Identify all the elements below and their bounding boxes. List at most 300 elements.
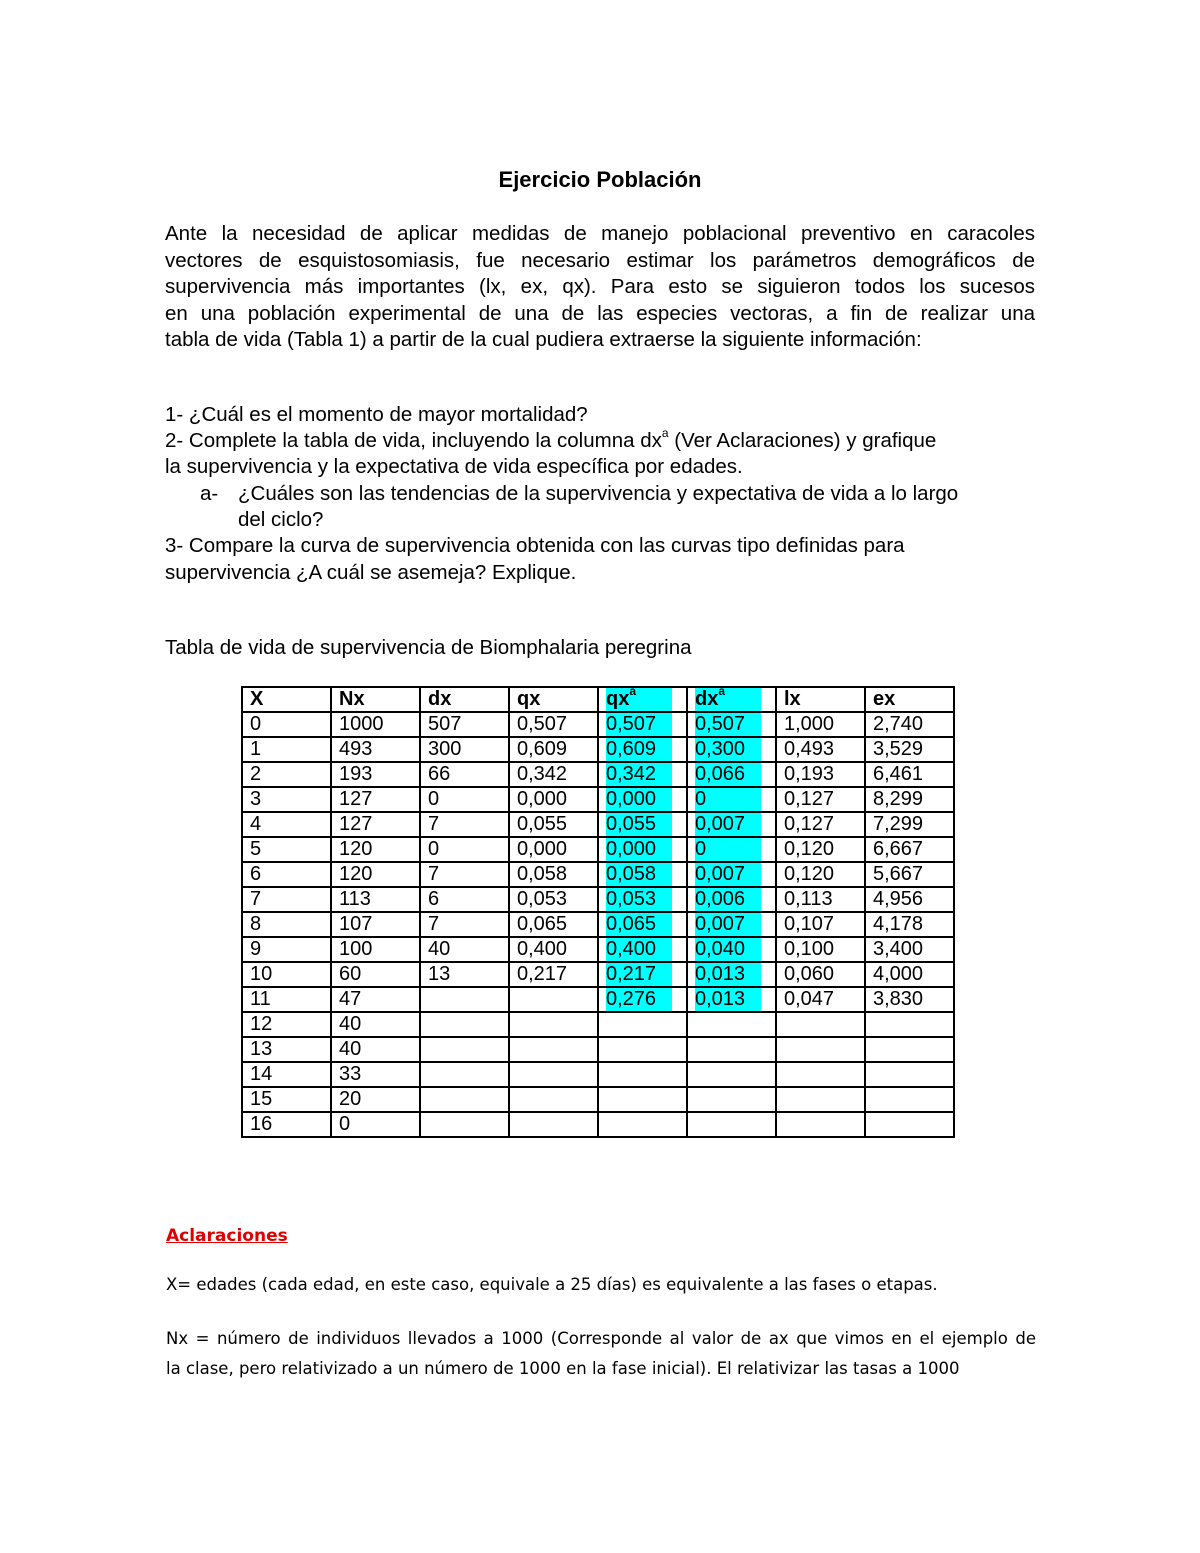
table-cell (865, 887, 954, 912)
table-cell (331, 812, 420, 837)
table-cell (242, 712, 331, 737)
table-cell-value: 107 (339, 913, 373, 935)
table-cell-value: 0 (250, 713, 262, 735)
table-cell-value: 13 (250, 1038, 273, 1060)
table-cell-value: 0,217 (606, 963, 657, 985)
column-header (865, 687, 954, 712)
table-cell-value: 0,055 (517, 813, 568, 835)
table-cell (865, 812, 954, 837)
table-cell-value: 493 (339, 738, 373, 760)
table-cell-value: 0,058 (606, 863, 657, 885)
table-cell (598, 937, 687, 962)
table-cell (509, 812, 598, 837)
table-cell (865, 762, 954, 787)
table-cell (598, 737, 687, 762)
table-cell-value: 0,065 (606, 913, 657, 935)
column-header-label: qx (606, 688, 630, 710)
table-cell (242, 837, 331, 862)
table-cell-value: 0,007 (695, 913, 746, 935)
table-cell-value: 9 (250, 938, 262, 960)
table-cell (865, 862, 954, 887)
table-cell-value: 7 (428, 913, 440, 935)
intro-paragraph (165, 221, 1035, 354)
intro-line: tabla de vida (Tabla 1) a partir de la cual pudiera extraerse la siguiente información: (165, 328, 922, 351)
table-cell (865, 787, 954, 812)
table-cell-value: 11 (250, 988, 271, 1010)
table-cell (865, 962, 954, 987)
table-row (242, 1012, 954, 1037)
table-cell-value: 4,000 (873, 963, 924, 985)
table-cell (331, 787, 420, 812)
table-cell-value: 2,740 (873, 713, 924, 735)
table-row (242, 912, 954, 937)
table-cell-value: 0,000 (517, 838, 568, 860)
note-nx-line: la clase, pero relativizado a un número de 1000 en la fase inicial). El relativizar las tasas a 1000 (166, 1359, 960, 1378)
table-cell (776, 812, 865, 837)
table-cell (331, 987, 420, 1012)
table-cell (776, 712, 865, 737)
table-row (242, 962, 954, 987)
table-cell (776, 787, 865, 812)
table-row (242, 1062, 954, 1087)
table-cell (598, 912, 687, 937)
table-cell (242, 812, 331, 837)
table-cell-value: 0,400 (606, 938, 657, 960)
table-cell (331, 712, 420, 737)
table-cell-value: 4,178 (873, 913, 924, 935)
note-nx-line: Nx = número de individuos llevados a 1000 (Corresponde al valor de ax que vimos en el ejemplo de (166, 1329, 1036, 1348)
table-cell-value: 0,127 (784, 788, 835, 810)
table-cell (598, 987, 687, 1012)
table-cell-value: 0,493 (784, 738, 835, 760)
table-cell (331, 1062, 420, 1087)
table-cell (509, 962, 598, 987)
table-cell-value: 0,193 (784, 763, 835, 785)
table-cell (687, 1062, 776, 1087)
intro-line: supervivencia más importantes (lx, ex, qx). Para esto se siguieron todos los sucesos (165, 275, 1035, 298)
table-cell (331, 1037, 420, 1062)
table-cell-value: 0,507 (517, 713, 568, 735)
superscript-a: a (661, 426, 669, 441)
table-cell-value: 7 (428, 863, 440, 885)
table-cell (776, 737, 865, 762)
table-cell (331, 1012, 420, 1037)
table-cell (420, 712, 509, 737)
table-row (242, 937, 954, 962)
table-cell (420, 762, 509, 787)
table-cell (331, 962, 420, 987)
table-cell (242, 887, 331, 912)
question-2a-line-2: del ciclo? (238, 508, 324, 531)
table-cell-value: 33 (339, 1063, 362, 1085)
table-cell (420, 862, 509, 887)
table-row (242, 1037, 954, 1062)
table-cell-value: 0,000 (606, 838, 657, 860)
table-cell (242, 937, 331, 962)
table-cell (687, 737, 776, 762)
table-cell-value: 127 (339, 813, 373, 835)
table-cell-value: 0,107 (784, 913, 835, 935)
table-cell (331, 862, 420, 887)
table-cell (509, 1112, 598, 1137)
table-cell (865, 712, 954, 737)
table-cell-value: 5,667 (873, 863, 924, 885)
intro-line: Ante la necesidad de aplicar medidas de manejo poblacional preventivo en caracoles (165, 222, 1035, 245)
table-cell-value: 7,299 (873, 813, 924, 835)
table-cell-value: 120 (339, 863, 373, 885)
table-caption: Tabla de vida de supervivencia de Biomphalaria peregrina (165, 636, 692, 659)
table-cell (420, 1037, 509, 1062)
table-cell-value: 0,040 (695, 938, 746, 960)
notes-heading: Aclaraciones (166, 1226, 288, 1246)
table-cell (242, 762, 331, 787)
table-cell (242, 1112, 331, 1137)
table-cell (598, 1087, 687, 1112)
table-cell-value: 193 (339, 763, 373, 785)
question-3-line-2: supervivencia ¿A cuál se asemeja? Explique. (165, 561, 577, 584)
table-cell (420, 1012, 509, 1037)
table-cell (687, 1012, 776, 1037)
table-cell (420, 1062, 509, 1087)
table-cell (509, 937, 598, 962)
table-cell-value: 120 (339, 838, 373, 860)
table-cell-value: 0,120 (784, 863, 835, 885)
table-cell (598, 1012, 687, 1037)
table-cell-value: 0,053 (606, 888, 657, 910)
table-row (242, 1112, 954, 1137)
table-cell-value: 0,006 (695, 888, 746, 910)
table-cell-value: 40 (339, 1038, 362, 1060)
table-cell-value: 8,299 (873, 788, 924, 810)
table-cell (420, 987, 509, 1012)
table-cell (776, 912, 865, 937)
table-cell-value: 0,000 (517, 788, 568, 810)
table-cell (420, 962, 509, 987)
table-cell-value: 5 (250, 838, 262, 860)
table-cell-value: 0,217 (517, 963, 568, 985)
table-cell-value: 0,013 (695, 988, 746, 1010)
table-cell (776, 1062, 865, 1087)
column-header-label: Nx (339, 688, 365, 710)
table-cell (331, 937, 420, 962)
column-header (598, 684, 687, 712)
table-cell-value: 0,507 (606, 713, 657, 735)
table-cell-value: 15 (250, 1088, 273, 1110)
table-row (242, 887, 954, 912)
table-cell-value: 7 (428, 813, 440, 835)
table-cell-value: 14 (250, 1063, 273, 1085)
table-cell (331, 1087, 420, 1112)
column-header-label: ex (873, 688, 896, 710)
table-cell (776, 962, 865, 987)
table-cell-value: 0,053 (517, 888, 568, 910)
table-cell-value: 0,007 (695, 863, 746, 885)
table-cell (420, 937, 509, 962)
table-cell (687, 1112, 776, 1137)
table-cell (776, 837, 865, 862)
table-cell (509, 987, 598, 1012)
table-cell-value: 3,529 (873, 738, 924, 760)
table-cell (687, 862, 776, 887)
table-cell (331, 762, 420, 787)
table-cell (420, 887, 509, 912)
table-cell-value: 507 (428, 713, 462, 735)
table-cell-value: 300 (428, 738, 462, 760)
column-header (242, 687, 331, 712)
table-cell-value: 6 (250, 863, 262, 885)
table-cell (598, 862, 687, 887)
table-cell (687, 887, 776, 912)
question-1: 1- ¿Cuál es el momento de mayor mortalidad? (165, 403, 588, 426)
table-cell (776, 1037, 865, 1062)
table-cell (242, 1087, 331, 1112)
table-row (242, 862, 954, 887)
table-cell (865, 1037, 954, 1062)
table-cell (598, 1037, 687, 1062)
table-cell-value: 6,461 (873, 763, 924, 785)
table-cell (242, 737, 331, 762)
table-cell-value: 100 (339, 938, 373, 960)
column-header-label: X (250, 688, 264, 710)
table-cell (598, 1062, 687, 1087)
table-cell-value: 0,342 (517, 763, 568, 785)
table-cell (776, 1112, 865, 1137)
table-cell (687, 1087, 776, 1112)
table-cell (776, 937, 865, 962)
table-cell (509, 762, 598, 787)
table-cell (242, 1062, 331, 1087)
table-cell-value: 0,507 (695, 713, 746, 735)
table-cell (242, 987, 331, 1012)
table-cell (420, 837, 509, 862)
table-cell-value: 10 (250, 963, 273, 985)
table-cell (687, 837, 776, 862)
table-cell (331, 887, 420, 912)
table-cell (865, 737, 954, 762)
table-cell (687, 787, 776, 812)
table-cell (776, 862, 865, 887)
column-header-label: dx (695, 688, 719, 710)
table-cell-value: 0,060 (784, 963, 835, 985)
column-header-label: dx (428, 688, 452, 710)
table-cell (865, 987, 954, 1012)
table-cell (420, 912, 509, 937)
table-cell (420, 812, 509, 837)
table-cell-value: 1,000 (784, 713, 835, 735)
superscript-a: a (629, 684, 637, 699)
life-table (241, 686, 955, 1138)
table-cell (865, 1012, 954, 1037)
question-2a: ¿Cuáles son las tendencias de la supervivencia y expectativa de vida a lo largo (238, 482, 959, 505)
question-2-text: 2- Complete la tabla de vida, incluyendo la columna dx (165, 429, 662, 452)
table-cell (687, 762, 776, 787)
question-2-line-2: la supervivencia y la expectativa de vida específica por edades. (165, 455, 743, 478)
table-cell (331, 837, 420, 862)
table-cell (509, 1012, 598, 1037)
table-cell (242, 1037, 331, 1062)
question-2 (165, 428, 936, 455)
table-cell (509, 1037, 598, 1062)
table-cell-value: 4 (250, 813, 262, 835)
question-3: 3- Compare la curva de supervivencia obtenida con las curvas tipo definidas para (165, 534, 905, 557)
table-cell-value: 3 (250, 788, 262, 810)
column-header (420, 687, 509, 712)
table-cell-value: 0 (339, 1113, 351, 1135)
table-row (242, 787, 954, 812)
table-cell-value: 1 (250, 738, 262, 760)
note-nx-definition (166, 1324, 1036, 1384)
table-cell (865, 837, 954, 862)
column-header (509, 687, 598, 712)
table-cell (420, 787, 509, 812)
table-cell-value: 0,100 (784, 938, 835, 960)
table-cell-value: 0,066 (695, 763, 746, 785)
table-cell-value: 13 (428, 963, 451, 985)
table-cell-value: 0,000 (606, 788, 657, 810)
table-cell (598, 762, 687, 787)
table-cell-value: 3,400 (873, 938, 924, 960)
table-cell-value: 0 (695, 788, 707, 810)
column-header-label: lx (784, 688, 801, 710)
table-cell (598, 812, 687, 837)
question-2a-label: a- (200, 482, 219, 505)
table-cell (509, 862, 598, 887)
table-cell-value: 0 (428, 838, 440, 860)
table-cell-value: 0 (695, 838, 707, 860)
table-cell (509, 737, 598, 762)
table-cell (776, 1012, 865, 1037)
table-row (242, 987, 954, 1012)
table-cell (598, 962, 687, 987)
table-cell (598, 787, 687, 812)
table-cell-value: 40 (428, 938, 451, 960)
table-cell-value: 0,065 (517, 913, 568, 935)
table-cell (509, 912, 598, 937)
table-row (242, 737, 954, 762)
table-cell-value: 20 (339, 1088, 362, 1110)
table-cell-value: 6,667 (873, 838, 924, 860)
table-cell (776, 762, 865, 787)
table-cell (598, 712, 687, 737)
table-cell (865, 912, 954, 937)
table-cell (865, 1112, 954, 1137)
table-cell (331, 912, 420, 937)
table-cell-value: 0,300 (695, 738, 746, 760)
table-cell (420, 1112, 509, 1137)
table-cell-value: 0,120 (784, 838, 835, 860)
table-cell-value: 113 (339, 888, 371, 910)
column-header-label: qx (517, 688, 541, 710)
table-cell (687, 912, 776, 937)
table-cell-value: 2 (250, 763, 262, 785)
column-header (776, 687, 865, 712)
table-cell (509, 837, 598, 862)
table-cell-value: 47 (339, 988, 362, 1010)
table-cell (331, 1112, 420, 1137)
table-row (242, 812, 954, 837)
table-cell-value: 0,013 (695, 963, 746, 985)
table-cell-value: 0,276 (606, 988, 657, 1010)
table-cell (509, 712, 598, 737)
table-cell (598, 1112, 687, 1137)
table-cell-value: 3,830 (873, 988, 924, 1010)
table-cell (687, 937, 776, 962)
table-cell (509, 1062, 598, 1087)
page-title: Ejercicio Población (498, 167, 702, 192)
table-cell (865, 1062, 954, 1087)
table-cell (598, 887, 687, 912)
table-cell (509, 887, 598, 912)
table-cell-value: 0,055 (606, 813, 657, 835)
table-header-row (242, 687, 954, 712)
table-cell (420, 1087, 509, 1112)
table-cell (242, 962, 331, 987)
table-cell-value: 0,058 (517, 863, 568, 885)
intro-line: vectores de esquistosomiasis, fue necesario estimar los parámetros demográficos de (165, 248, 1035, 272)
table-cell-value: 7 (250, 888, 262, 910)
table-cell-value: 0,609 (606, 738, 657, 760)
column-header (331, 687, 420, 712)
table-row (242, 712, 954, 737)
table-cell (687, 1037, 776, 1062)
table-cell-value: 60 (339, 963, 362, 985)
question-2-text-cont: (Ver Aclaraciones) y grafique (668, 429, 937, 452)
table-cell-value: 0,047 (784, 988, 835, 1010)
table-cell-value: 4,956 (873, 888, 924, 910)
table-cell (242, 912, 331, 937)
table-cell-value: 40 (339, 1013, 362, 1035)
table-cell (242, 1012, 331, 1037)
table-cell-value: 127 (339, 788, 373, 810)
table-cell (776, 887, 865, 912)
table-cell (687, 987, 776, 1012)
table-cell (509, 787, 598, 812)
table-cell-value: 0,127 (784, 813, 835, 835)
table-row (242, 1087, 954, 1112)
intro-line: en una población experimental de una de las especies vectoras, a fin de realizar una (165, 301, 1035, 325)
table-cell (687, 712, 776, 737)
table-cell (865, 937, 954, 962)
table-cell (509, 1087, 598, 1112)
table-cell-value: 0 (428, 788, 440, 810)
table-cell-value: 0,400 (517, 938, 568, 960)
table-cell-value: 0,342 (606, 763, 657, 785)
table-cell-value: 1000 (339, 713, 384, 735)
table-cell-value: 6 (428, 888, 440, 910)
table-cell-value: 0,609 (517, 738, 568, 760)
table-cell (242, 787, 331, 812)
table-cell (598, 837, 687, 862)
table-cell (242, 862, 331, 887)
table-cell (687, 812, 776, 837)
table-cell-value: 66 (428, 763, 451, 785)
superscript-a: a (718, 684, 726, 699)
table-cell (865, 1087, 954, 1112)
table-cell (331, 737, 420, 762)
table-cell (687, 962, 776, 987)
table-cell-value: 16 (250, 1113, 273, 1135)
table-row (242, 837, 954, 862)
table-row (242, 762, 954, 787)
table-cell (776, 987, 865, 1012)
table-cell (420, 737, 509, 762)
table-cell-value: 0,007 (695, 813, 746, 835)
table-cell-value: 8 (250, 913, 262, 935)
table-cell-value: 12 (250, 1013, 273, 1035)
note-x-definition: X= edades (cada edad, en este caso, equivale a 25 días) es equivalente a las fases o etapas. (166, 1275, 938, 1294)
table-cell-value: 0,113 (784, 888, 833, 910)
column-header (687, 684, 776, 712)
